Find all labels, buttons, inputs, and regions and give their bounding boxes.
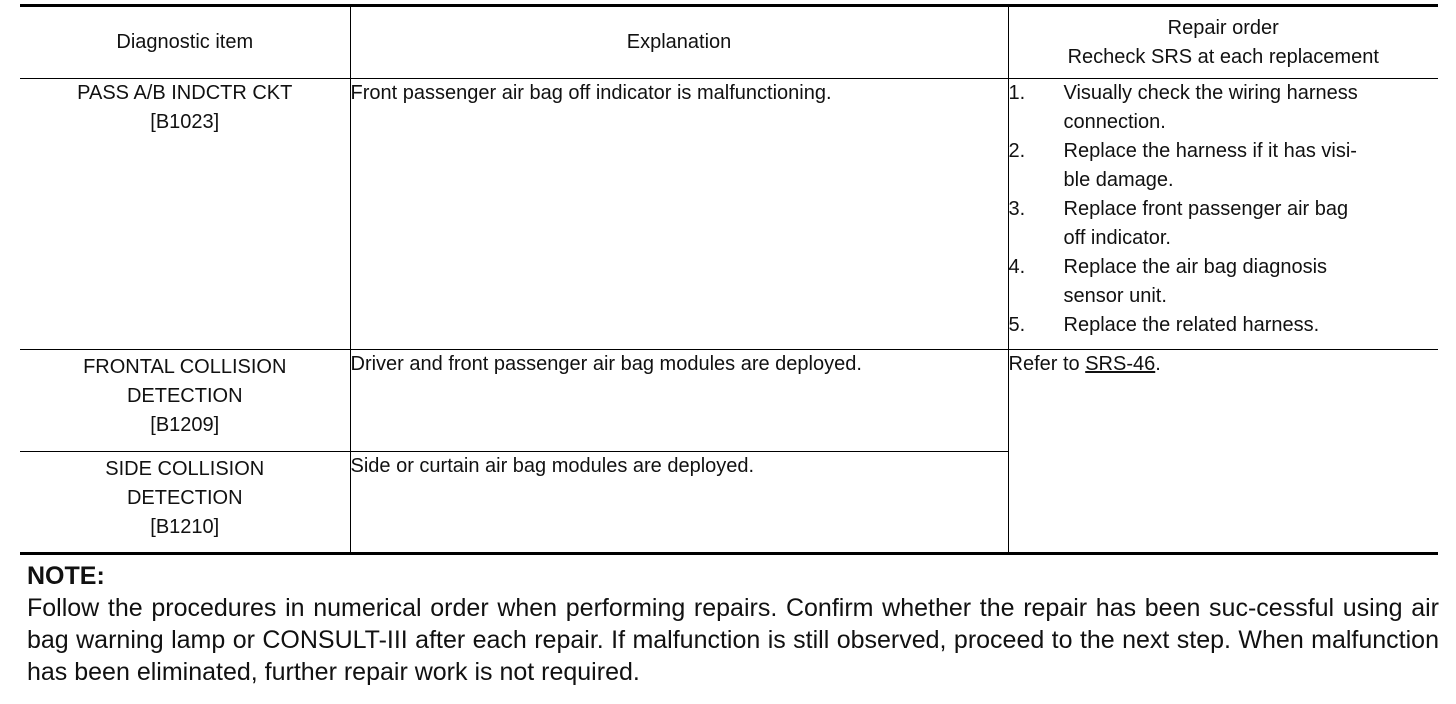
- note-section: [20, 560, 1439, 688]
- header-repair-order: [1008, 6, 1438, 79]
- step-text: off indicator.: [1063, 227, 1171, 249]
- step-number: 1.: [1008, 82, 1026, 104]
- table-row: [20, 79, 1438, 350]
- diagnostic-item-line: DETECTION: [126, 487, 243, 509]
- diagnostic-item-cell: [20, 452, 350, 554]
- step-text: sensor unit.: [1063, 285, 1167, 307]
- step-text: Visually check the wiring harness: [1063, 82, 1358, 104]
- repair-steps-list: [1009, 79, 1439, 340]
- step-number: 3.: [1008, 198, 1026, 220]
- header-diagnostic-item: Diagnostic item: [20, 6, 350, 79]
- page: [20, 4, 1438, 688]
- header-repair-line2: Recheck SRS at each replacement: [1067, 45, 1379, 68]
- step-text: Replace front passenger air bag: [1063, 198, 1349, 220]
- step-number: 2.: [1008, 140, 1026, 162]
- step-text: Replace the air bag diagnosis: [1063, 256, 1328, 278]
- step-text: Replace the related harness.: [1063, 314, 1320, 336]
- explanation-cell: Front passenger air bag off indicator is malfunctioning.: [350, 79, 1008, 350]
- header-explanation: Explanation: [350, 6, 1008, 79]
- repair-step: [1009, 137, 1439, 195]
- header-row: [20, 6, 1438, 79]
- diagnostic-item-line: SIDE COLLISION: [105, 458, 265, 480]
- note-body: Follow the procedures in numerical order when performing repairs. Confirm whether the repair has been suc-cessful using air bag warning lamp or CONSULT-III after each repair. If malfunction is still observed, proceed to the next step. When malfunction has been eliminated, further repair work is not required.: [27, 594, 1439, 686]
- refer-prefix: Refer to: [1008, 353, 1086, 375]
- repair-step: [1009, 79, 1439, 137]
- note-title: NOTE:: [27, 562, 105, 590]
- step-number: 5.: [1008, 314, 1026, 336]
- diagnostic-item-code: [B1209]: [150, 414, 220, 436]
- srs-46-link[interactable]: SRS-46: [1085, 353, 1156, 375]
- diagnostic-item-cell: [20, 79, 350, 350]
- step-text: connection.: [1063, 111, 1166, 133]
- refer-suffix: .: [1155, 353, 1161, 375]
- diagnosis-table: [20, 4, 1438, 555]
- table-row: [20, 350, 1438, 452]
- repair-step: [1009, 195, 1439, 253]
- step-text: Replace the harness if it has visi-: [1063, 140, 1357, 162]
- diagnostic-item-code: [B1210]: [150, 516, 220, 538]
- diagnostic-item-line: DETECTION: [126, 385, 243, 407]
- step-number: 4.: [1008, 256, 1026, 278]
- header-repair-line1: Repair order: [1167, 16, 1279, 39]
- repair-order-cell: [1008, 350, 1438, 554]
- step-text: ble damage.: [1063, 169, 1174, 191]
- diagnostic-item-code: [B1023]: [150, 111, 220, 133]
- repair-step: [1009, 311, 1439, 340]
- explanation-cell: Side or curtain air bag modules are deployed.: [350, 452, 1008, 554]
- repair-order-cell: [1008, 79, 1438, 350]
- diagnostic-item-line: FRONTAL COLLISION: [83, 356, 287, 378]
- diagnostic-item-cell: [20, 350, 350, 452]
- repair-step: [1009, 253, 1439, 311]
- diagnostic-item-line: PASS A/B INDCTR CKT: [77, 82, 293, 104]
- explanation-cell: Driver and front passenger air bag modules are deployed.: [350, 350, 1008, 452]
